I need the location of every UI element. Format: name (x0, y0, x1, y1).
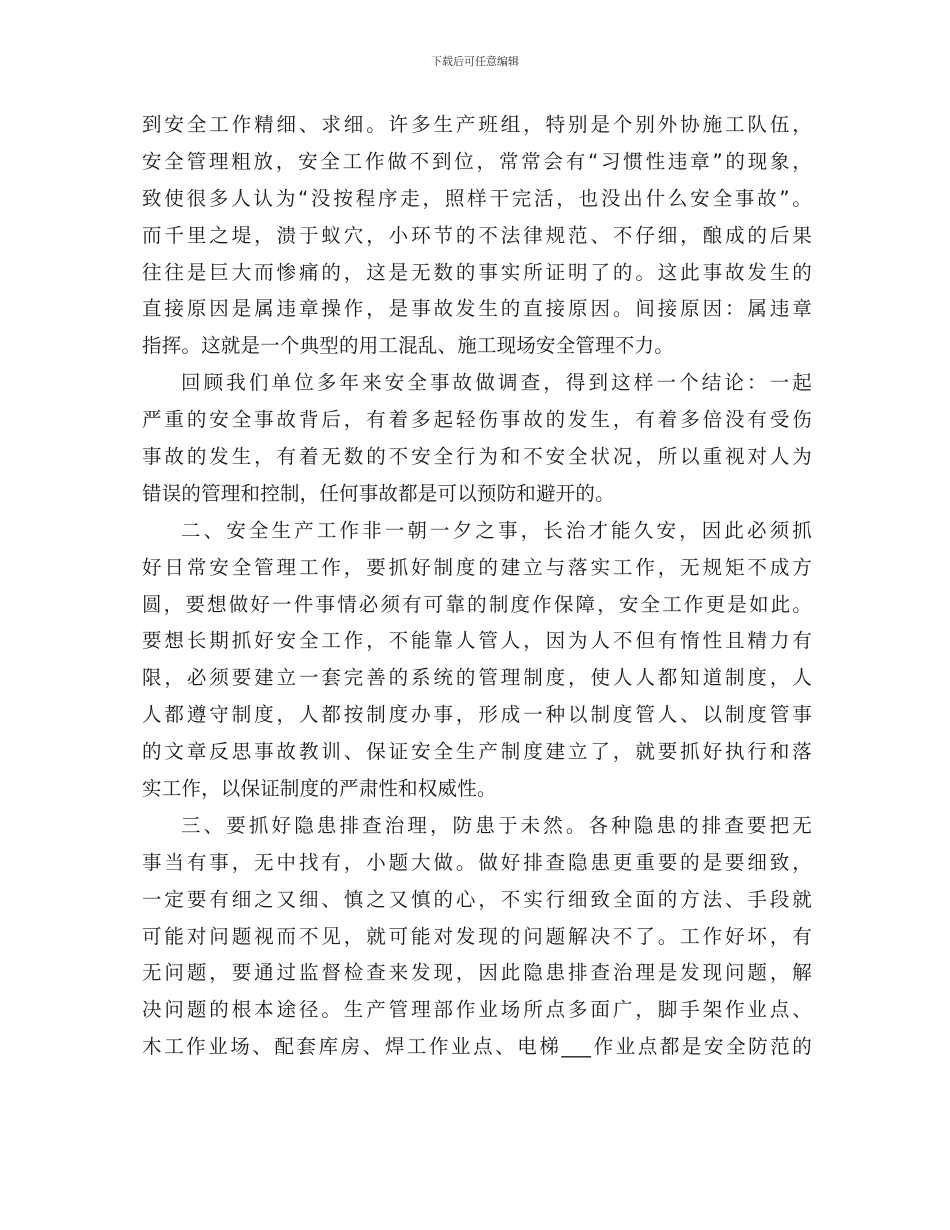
text-line: 实工作，以保证制度的严肃性和权威性。 (142, 777, 497, 801)
paragraph-4 (142, 808, 812, 1066)
text-line: 要想长期抓好安全工作，不能靠人管人，因为人不但有惰性且精力有 (142, 629, 812, 653)
text-line: 三、要抓好隐患排查治理，防患于未然。各种隐患的排查要把无 (181, 813, 812, 837)
text-line: 安全管理粗放，安全工作做不到位，常常会有“习惯性违章”的现象， (142, 149, 812, 173)
text-line: 事当有事，无中找有，小题大做。做好排查隐患更重要的是要细致， (142, 850, 812, 874)
text-line: 人都遵守制度，人都按制度办事，形成一种以制度管人、以制度管事 (142, 703, 812, 727)
text-line: 错误的管理和控制，任何事故都是可以预防和避开的。 (142, 481, 615, 505)
paragraph-3 (142, 513, 812, 808)
text-line: 决问题的根本途径。生产管理部作业场所点多面广，脚手架作业点、 (142, 998, 812, 1022)
text-line: 而千里之堤，溃于蚁穴，小环节的不法律规范、不仔细，酿成的后果 (142, 223, 812, 247)
text-line: 事故的发生，有着无数的不安全行为和不安全状况，所以重视对人为 (142, 445, 812, 469)
text-line: 的文章反思事故教训、保证安全生产制度建立了，就要抓好执行和落 (142, 740, 812, 764)
text-line: 二、安全生产工作非一朝一夕之事，长治才能久安，因此必须抓 (181, 518, 812, 542)
text-line: 无问题，要通过监督检查来发现，因此隐患排查治理是发现问题，解 (142, 961, 812, 985)
text-line: 直接原因是属违章操作，是事故发生的直接原因。间接原因：属违章 (142, 297, 812, 321)
text-line: 圆，要想做好一件事情必须有可靠的制度作保障，安全工作更是如此。 (142, 592, 812, 616)
text-line: 往往是巨大而惨痛的，这是无数的事实所证明了的。这此事故发生的 (142, 260, 812, 284)
text-line: 木工作业场、配套库房、焊工作业点、电梯___作业点都是安全防范的 (142, 1035, 812, 1059)
text-line: 严重的安全事故背后，有着多起轻伤事故的发生，有着多倍没有受伤 (142, 408, 812, 432)
text-line: 好日常安全管理工作，要抓好制度的建立与落实工作，无规矩不成方 (142, 555, 812, 579)
text-line: 限，必须要建立一套完善的系统的管理制度，使人人都知道制度，人 (142, 666, 812, 690)
paragraph-1 (142, 107, 812, 365)
paragraph-2 (142, 365, 812, 513)
text-line: 回顾我们单位多年来安全事故做调查，得到这样一个结论：一起 (181, 371, 812, 395)
text-line: 可能对问题视而不见，就可能对发现的问题解决不了。工作好坏，有 (142, 924, 812, 948)
text-line: 一定要有细之又细、慎之又慎的心，不实行细致全面的方法、手段就 (142, 887, 812, 911)
text-line: 指挥。这就是一个典型的用工混乱、施工现场安全管理不力。 (142, 334, 674, 358)
text-line: 致使很多人认为“没按程序走，照样干完活，也没出什么安全事故”。 (142, 186, 812, 210)
document-body (142, 107, 812, 1066)
page-header: 下载后可任意编辑 (431, 55, 519, 68)
text-line: 到安全工作精细、求细。许多生产班组，特别是个别外协施工队伍， (142, 113, 812, 136)
